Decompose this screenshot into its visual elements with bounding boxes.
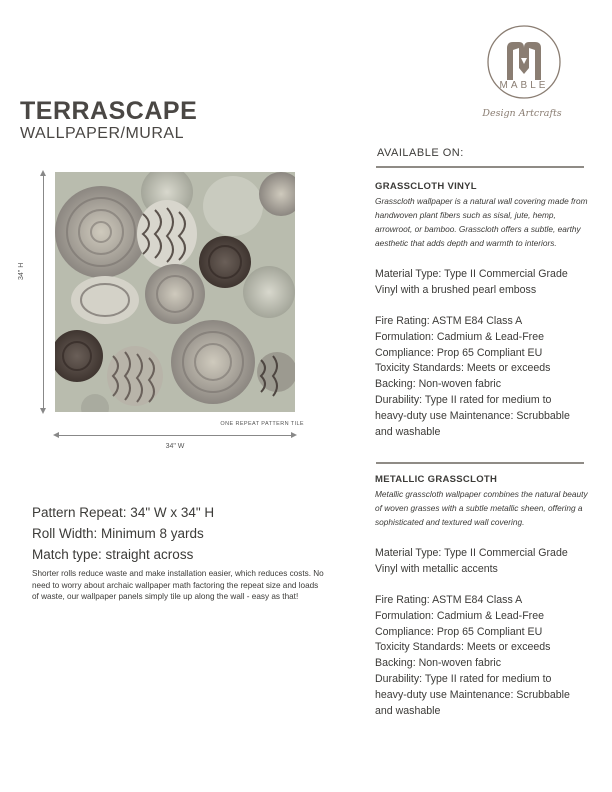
section-title: METALLIC GRASSCLOTH: [375, 474, 498, 485]
section-material: Material Type: Type II Commercial Grade Vinyl with a brushed pearl emboss: [375, 268, 568, 296]
backing: Backing: Non-woven fabric: [375, 378, 502, 391]
product-subtitle: WALLPAPER/MURAL: [20, 125, 184, 142]
durability-line-3: and washable: [375, 425, 441, 438]
fire-rating: Fire Rating: ASTM E84 Class A: [375, 594, 523, 606]
width-dimension-line: [55, 435, 295, 436]
section-properties: [375, 314, 590, 440]
logo-tagline: Design Artcrafts: [482, 108, 562, 119]
divider: [376, 166, 584, 168]
logo-wordmark: MABLE: [499, 80, 549, 91]
pattern-repeat: Pattern Repeat: 34" W x 34" H: [32, 505, 215, 520]
section-properties: [375, 593, 590, 719]
section-material: Material Type: Type II Commercial Grade Vinyl with metallic accents: [375, 547, 568, 575]
height-arrow-bottom-icon: [40, 408, 46, 414]
section-description: Metallic grasscloth wallpaper combines the natural beauty of woven grasses with a subtle metallic sheen, offering a sophisticated and textured wall covering.: [375, 489, 588, 527]
section-metallic-grasscloth: [375, 474, 590, 719]
toxicity-standards: Toxicity Standards: Meets or exceeds: [375, 362, 551, 375]
width-label: 34" W: [165, 443, 185, 450]
durability-line-2: heavy-duty use Maintenance: Scrubbable: [375, 688, 570, 701]
fire-rating: Fire Rating: ASTM E84 Class A: [375, 315, 523, 327]
section-description: Grasscloth wallpaper is a natural wall covering made from handwoven plant fibers such as sisal, jute, hemp, arrowroot, or bamboo. Grasscloth offers a subtle, earthy aesthetic that adds depth and warmth to interiors.: [375, 196, 588, 248]
compliance: Compliance: Prop 65 Compliant EU: [375, 346, 543, 359]
match-type: Match type: straight across: [32, 547, 194, 562]
backing: Backing: Non-woven fabric: [375, 657, 502, 670]
height-label: 34" H: [18, 262, 25, 280]
tile-caption: ONE REPEAT PATTERN TILE: [220, 421, 304, 427]
durability-line-1: Durability: Type II rated for medium to: [375, 393, 552, 406]
height-arrow-top-icon: [40, 170, 46, 176]
formulation: Formulation: Cadmium & Lead-Free: [375, 330, 544, 343]
toxicity-standards: Toxicity Standards: Meets or exceeds: [375, 641, 551, 654]
durability-line-3: and washable: [375, 704, 441, 717]
width-arrow-right-icon: [291, 432, 297, 438]
divider: [376, 462, 584, 464]
durability-line-1: Durability: Type II rated for medium to: [375, 672, 552, 685]
durability-line-2: heavy-duty use Maintenance: Scrubbable: [375, 409, 570, 422]
product-title: TERRASCAPE: [20, 97, 198, 125]
compliance: Compliance: Prop 65 Compliant EU: [375, 625, 543, 638]
pattern-tile-image: [55, 172, 295, 412]
width-arrow-left-icon: [53, 432, 59, 438]
roll-width: Roll Width: Minimum 8 yards: [32, 526, 204, 541]
section-title: GRASSCLOTH VINYL: [375, 181, 477, 192]
section-grasscloth-vinyl: [375, 181, 590, 440]
specs-description: Shorter rolls reduce waste and make installation easier, which reduces costs. No need to worry about archaic wallpaper math factoring the repeat size and loads of waste, our wallpaper panels simply tile up along the wall - easy as that!: [32, 569, 324, 601]
height-dimension-line: [43, 172, 44, 412]
formulation: Formulation: Cadmium & Lead-Free: [375, 609, 544, 622]
available-heading: AVAILABLE ON:: [377, 147, 464, 159]
